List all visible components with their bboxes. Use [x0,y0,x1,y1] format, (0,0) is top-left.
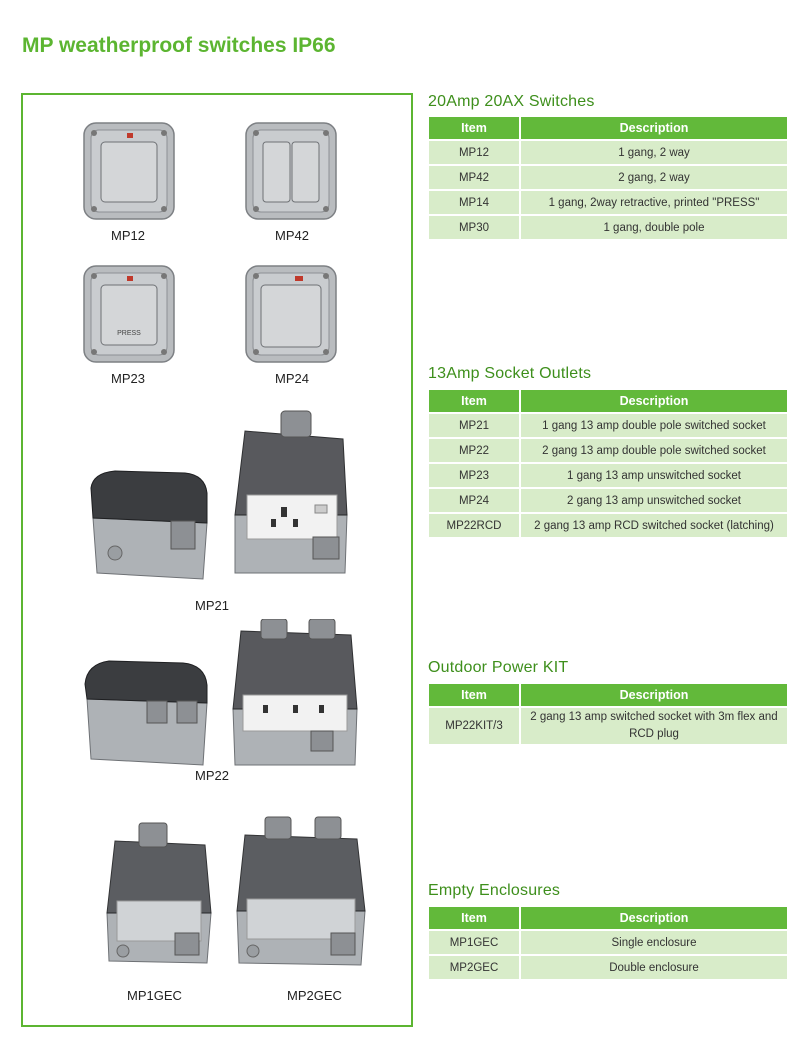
double-socket-enclosure-icon [83,619,363,774]
cell-item: MP12 [429,141,521,164]
table-power-kit [429,682,787,746]
table-header-row [429,684,787,706]
product-label-mp23: MP23 [111,371,145,386]
cell-description: 2 gang 13 amp double pole switched socket [521,439,787,462]
cell-item: MP24 [429,489,521,512]
cell-description: 2 gang 13 amp switched socket with 3m flex and RCD plug [521,708,787,744]
cell-description: Single enclosure [521,931,787,954]
press-text: PRESS [117,330,141,337]
table-header-row [429,117,787,139]
table-row [429,414,787,437]
cell-description: 1 gang, double pole [521,216,787,239]
product-label-mp24: MP24 [275,371,309,386]
cell-description: Double enclosure [521,956,787,979]
product-mp1gec [99,821,219,971]
double-rocker-switch-icon [243,120,339,222]
cell-item: MP42 [429,166,521,189]
cell-description: 2 gang 13 amp RCD switched socket (latching) [521,514,787,537]
product-image-panel [21,93,413,1027]
table-row [429,464,787,487]
cell-item: MP30 [429,216,521,239]
product-label-mp21: MP21 [195,598,229,613]
table-row [429,931,787,954]
product-mp2gec [231,815,371,971]
cell-description: 1 gang 13 amp unswitched socket [521,464,787,487]
product-label-mp1gec: MP1GEC [127,988,182,1003]
table-row [429,514,787,537]
table-enclosures [429,905,787,981]
cell-item: MP23 [429,464,521,487]
page-title: MP weatherproof switches IP66 [22,34,336,57]
column-header-description: Description [521,117,787,139]
cell-description: 1 gang, 2way retractive, printed "PRESS" [521,191,787,214]
product-label-mp22: MP22 [195,768,229,783]
column-header-item: Item [429,117,521,139]
table-header-row [429,907,787,929]
single-socket-enclosure-icon [85,403,355,583]
table-switches [429,115,787,241]
cell-item: MP22KIT/3 [429,708,521,744]
cell-description: 1 gang, 2 way [521,141,787,164]
cell-item: MP22RCD [429,514,521,537]
product-mp24 [243,263,339,365]
column-header-item: Item [429,684,521,706]
table-row [429,191,787,214]
product-label-mp2gec: MP2GEC [287,988,342,1003]
product-mp22 [83,619,363,774]
table-row [429,141,787,164]
section-title-sockets: 13Amp Socket Outlets [428,365,592,382]
cell-item: MP14 [429,191,521,214]
column-header-description: Description [521,907,787,929]
table-row [429,956,787,979]
product-mp21 [85,403,355,583]
cell-description: 1 gang 13 amp double pole switched socket [521,414,787,437]
product-label-mp42: MP42 [275,228,309,243]
column-header-item: Item [429,390,521,412]
section-title-enclosures: Empty Enclosures [428,882,561,899]
column-header-description: Description [521,684,787,706]
table-header-row [429,390,787,412]
table-row [429,439,787,462]
section-title-power-kit: Outdoor Power KIT [428,659,569,676]
single-empty-enclosure-icon [99,821,219,971]
section-title-switches: 20Amp 20AX Switches [428,93,595,110]
table-sockets [429,388,787,539]
cell-item: MP22 [429,439,521,462]
product-mp23 [81,263,177,365]
table-row [429,708,787,744]
press-switch-icon [81,263,177,365]
cell-item: MP21 [429,414,521,437]
product-mp12 [81,120,177,222]
cell-item: MP1GEC [429,931,521,954]
single-rocker-switch-icon [81,120,177,222]
table-row [429,166,787,189]
cell-item: MP2GEC [429,956,521,979]
table-row [429,489,787,512]
large-rocker-switch-icon [243,263,339,365]
column-header-item: Item [429,907,521,929]
double-empty-enclosure-icon [231,815,371,971]
table-row [429,216,787,239]
cell-description: 2 gang, 2 way [521,166,787,189]
product-mp42 [243,120,339,222]
product-label-mp12: MP12 [111,228,145,243]
column-header-description: Description [521,390,787,412]
cell-description: 2 gang 13 amp unswitched socket [521,489,787,512]
